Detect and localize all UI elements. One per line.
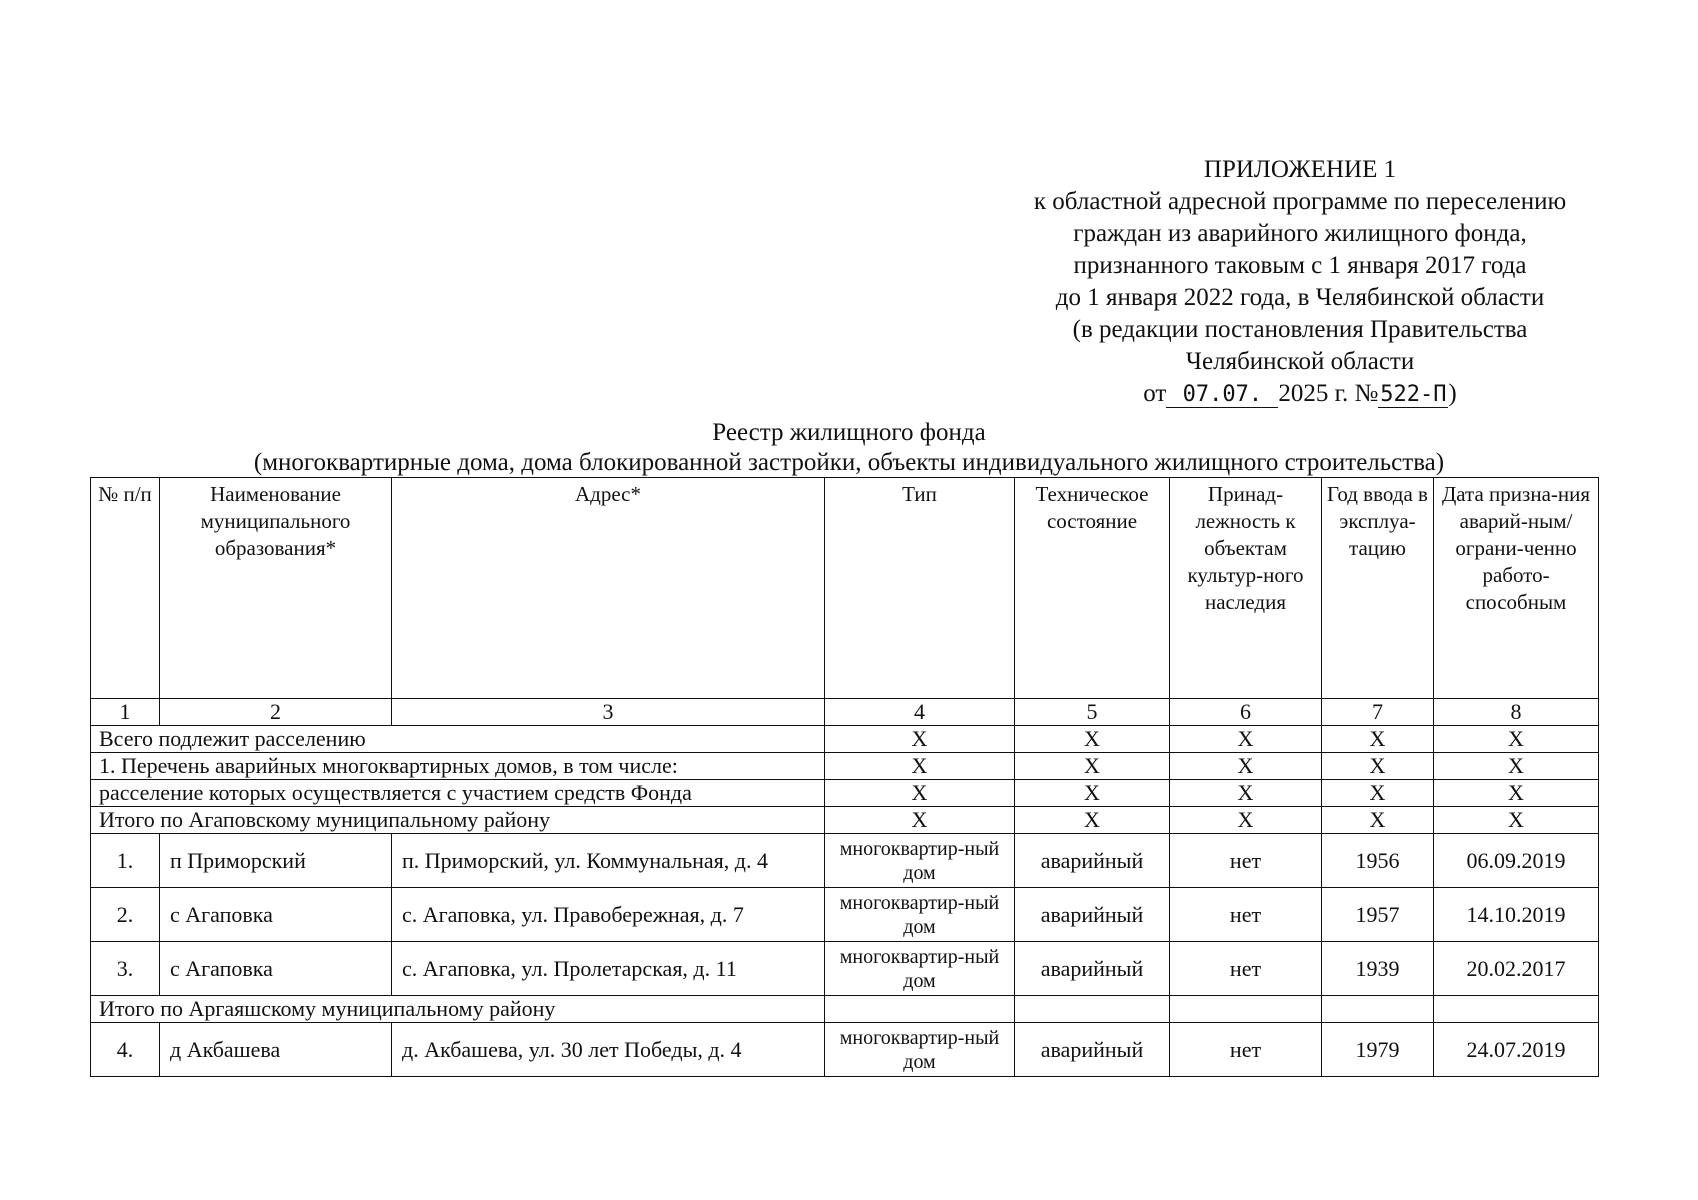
column-number: 7 bbox=[1322, 699, 1434, 726]
table-row bbox=[91, 942, 1599, 996]
building-type: многоквартир-ный дом bbox=[825, 942, 1015, 996]
summary-mark: X bbox=[1434, 807, 1599, 834]
commission-year: 1957 bbox=[1322, 888, 1434, 942]
recognition-date: 24.07.2019 bbox=[1434, 1023, 1599, 1077]
column-number: 5 bbox=[1015, 699, 1170, 726]
municipality-name: с Агаповка bbox=[160, 942, 392, 996]
recognition-date: 06.09.2019 bbox=[1434, 834, 1599, 888]
column-number-row bbox=[91, 699, 1599, 726]
row-number: 2. bbox=[91, 888, 160, 942]
empty-cell bbox=[1434, 996, 1599, 1023]
table-row bbox=[91, 834, 1599, 888]
summary-mark: X bbox=[1434, 753, 1599, 780]
building-type: многоквартир-ный дом bbox=[825, 1023, 1015, 1077]
technical-state: аварийный bbox=[1015, 834, 1170, 888]
column-number: 2 bbox=[160, 699, 392, 726]
summary-row bbox=[91, 807, 1599, 834]
address: п. Приморский, ул. Коммунальная, д. 4 bbox=[392, 834, 825, 888]
date-year: 2025 г. № bbox=[1278, 380, 1379, 407]
summary-row bbox=[91, 780, 1599, 807]
appendix-line: признанного таковым с 1 января 2017 года bbox=[1073, 252, 1527, 279]
technical-state: аварийный bbox=[1015, 942, 1170, 996]
summary-mark: X bbox=[1015, 753, 1170, 780]
header-cell: Принад-лежность к объектам культур-ного наследия bbox=[1170, 478, 1322, 699]
summary-mark: X bbox=[1015, 807, 1170, 834]
summary-mark: X bbox=[1015, 726, 1170, 753]
group-label: Итого по Аргаяшскому муниципальному району bbox=[91, 996, 825, 1023]
resolution-date-line bbox=[940, 378, 1660, 410]
summary-label: Всего подлежит расселению bbox=[91, 726, 825, 753]
summary-label: 1. Перечень аварийных многоквартирных домов, в том числе: bbox=[91, 753, 825, 780]
header-cell: Адрес* bbox=[392, 478, 825, 699]
building-type: многоквартир-ный дом bbox=[825, 888, 1015, 942]
summary-mark: X bbox=[1170, 726, 1322, 753]
commission-year: 1979 bbox=[1322, 1023, 1434, 1077]
address: д. Акбашева, ул. 30 лет Победы, д. 4 bbox=[392, 1023, 825, 1077]
summary-mark: X bbox=[1322, 780, 1434, 807]
summary-mark: X bbox=[825, 753, 1015, 780]
housing-register-table bbox=[90, 477, 1599, 1077]
summary-mark: X bbox=[1322, 807, 1434, 834]
municipality-name: д Акбашева bbox=[160, 1023, 392, 1077]
summary-label: расселение которых осуществляется с участием средств Фонда bbox=[91, 780, 825, 807]
address: с. Агаповка, ул. Правобережная, д. 7 bbox=[392, 888, 825, 942]
header-cell: Год ввода в эксплуа-тацию bbox=[1322, 478, 1434, 699]
summary-mark: X bbox=[825, 726, 1015, 753]
summary-row bbox=[91, 726, 1599, 753]
header-cell: Дата призна-ния аварий-ным/ограни-ченно работо-способным bbox=[1434, 478, 1599, 699]
group-subtotal-row bbox=[91, 996, 1599, 1023]
municipality-name: п Приморский bbox=[160, 834, 392, 888]
empty-cell bbox=[1015, 996, 1170, 1023]
technical-state: аварийный bbox=[1015, 888, 1170, 942]
commission-year: 1956 bbox=[1322, 834, 1434, 888]
header-cell: Наименование муниципального образования* bbox=[160, 478, 392, 699]
summary-mark: X bbox=[1015, 780, 1170, 807]
header-row bbox=[91, 478, 1599, 699]
header-cell: Техническое состояние bbox=[1015, 478, 1170, 699]
table-row bbox=[91, 888, 1599, 942]
heritage-status: нет bbox=[1170, 834, 1322, 888]
summary-mark: X bbox=[1322, 726, 1434, 753]
column-number: 6 bbox=[1170, 699, 1322, 726]
summary-mark: X bbox=[1434, 726, 1599, 753]
summary-mark: X bbox=[1170, 753, 1322, 780]
header-cell: Тип bbox=[825, 478, 1015, 699]
heritage-status: нет bbox=[1170, 1023, 1322, 1077]
closing-paren: ) bbox=[1448, 380, 1457, 407]
empty-cell bbox=[825, 996, 1015, 1023]
empty-cell bbox=[1170, 996, 1322, 1023]
register-subtitle: (многоквартирные дома, дома блокированной застройки, объекты индивидуального жилищного строительства) bbox=[253, 449, 1445, 476]
appendix-line: до 1 января 2022 года, в Челябинской области bbox=[1055, 284, 1545, 311]
summary-mark: X bbox=[825, 780, 1015, 807]
row-number: 3. bbox=[91, 942, 160, 996]
summary-mark: X bbox=[1322, 753, 1434, 780]
technical-state: аварийный bbox=[1015, 1023, 1170, 1077]
appendix-line: Челябинской области bbox=[1185, 348, 1415, 375]
recognition-date: 20.02.2017 bbox=[1434, 942, 1599, 996]
appendix-line: (в редакции постановления Правительства bbox=[1072, 316, 1528, 343]
appendix-header bbox=[940, 154, 1660, 410]
date-fill: 07.07. bbox=[1166, 383, 1278, 408]
resolution-number-fill: 522-П bbox=[1380, 382, 1447, 407]
summary-mark: X bbox=[825, 807, 1015, 834]
empty-cell bbox=[1322, 996, 1434, 1023]
appendix-line: граждан из аварийного жилищного фонда, bbox=[1073, 220, 1527, 247]
summary-mark: X bbox=[1170, 780, 1322, 807]
row-number: 4. bbox=[91, 1023, 160, 1077]
recognition-date: 14.10.2019 bbox=[1434, 888, 1599, 942]
municipality-name: с Агаповка bbox=[160, 888, 392, 942]
summary-mark: X bbox=[1434, 780, 1599, 807]
register-title: Реестр жилищного фонда bbox=[712, 419, 986, 446]
column-number: 3 bbox=[392, 699, 825, 726]
heritage-status: нет bbox=[1170, 888, 1322, 942]
table-row bbox=[91, 1023, 1599, 1077]
address: с. Агаповка, ул. Пролетарская, д. 11 bbox=[392, 942, 825, 996]
summary-label: Итого по Агаповскому муниципальному району bbox=[91, 807, 825, 834]
building-type: многоквартир-ный дом bbox=[825, 834, 1015, 888]
column-number: 1 bbox=[91, 699, 160, 726]
summary-mark: X bbox=[1170, 807, 1322, 834]
appendix-line: к областной адресной программе по переселению bbox=[1033, 188, 1567, 215]
heritage-status: нет bbox=[1170, 942, 1322, 996]
header-cell: № п/п bbox=[91, 478, 160, 699]
appendix-title: ПРИЛОЖЕНИЕ 1 bbox=[1203, 156, 1397, 183]
column-number: 4 bbox=[825, 699, 1015, 726]
date-prefix: от bbox=[1143, 380, 1167, 407]
commission-year: 1939 bbox=[1322, 942, 1434, 996]
summary-row bbox=[91, 753, 1599, 780]
row-number: 1. bbox=[91, 834, 160, 888]
column-number: 8 bbox=[1434, 699, 1599, 726]
